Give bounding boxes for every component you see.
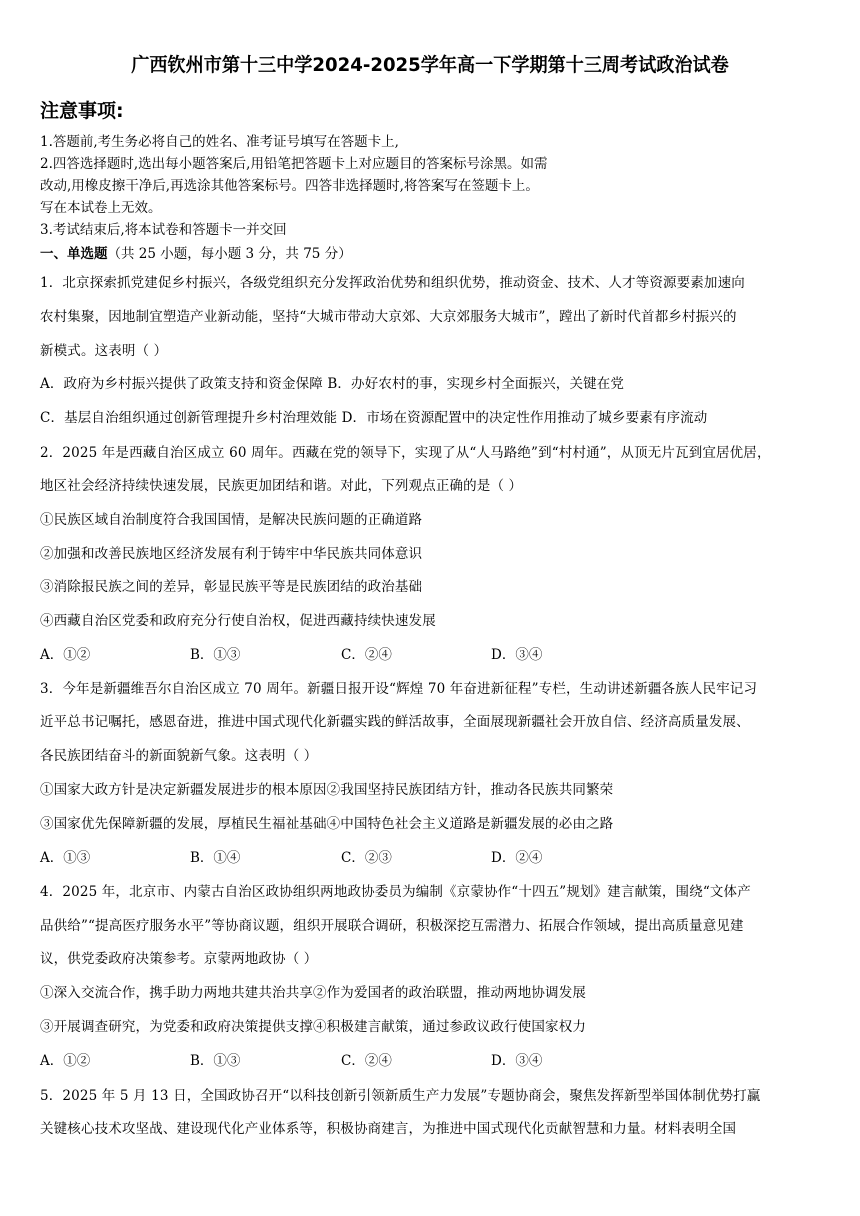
section-heading — [40, 244, 352, 264]
question-1-line: 1．北京探索抓党建促乡村振兴，各级党组织充分发挥政治优势和组织优势，推动资金、技术、人才等资源要素加速向 — [40, 275, 745, 291]
question-4-choice: C．②④ — [341, 1053, 392, 1069]
section-note: （共 25 小题，每小题 3 分，共 75 分） — [107, 246, 352, 262]
question-4-line: 议，供党委政府决策参考。京蒙两地政协（ ） — [40, 951, 318, 967]
question-1-line: 农村集聚，因地制宜塑造产业新动能，坚持“大城市带动大京郊、大京郊服务大城市”，蹚出了新时代首都乡村振兴的 — [40, 309, 737, 325]
question-3-statement: ③国家优先保障新疆的发展，厚植民生福祉基础④中国特色社会主义道路是新疆发展的必由之路 — [40, 816, 614, 832]
question-2-choice: C．②④ — [341, 647, 392, 663]
question-1-options: C．基层自治组织通过创新管理提升乡村治理效能 D．市场在资源配置中的决定性作用推动了城乡要素有序流动 — [40, 410, 708, 426]
question-2-statement: ④西藏自治区党委和政府充分行使自治权，促进西藏持续快速发展 — [40, 613, 436, 629]
question-3-line: 近平总书记嘱托，感恩奋进，推进中国式现代化新疆实践的鲜活故事，全面展现新疆社会开放自信、经济高质量发展、 — [40, 714, 750, 730]
question-4-statement: ①深入交流合作，携手助力两地共建共治共享②作为爱国者的政治联盟，推动两地协调发展 — [40, 985, 586, 1001]
section-label: 一、单选题 — [40, 246, 108, 262]
question-3-line: 各民族团结奋斗的新面貌新气象。这表明（ ） — [40, 748, 318, 764]
notice-line: 写在本试卷上无效。 — [40, 200, 162, 216]
question-2-choice: D．③④ — [491, 647, 543, 663]
question-1-line: 新模式。这表明（ ） — [40, 343, 168, 359]
notice-line: 3.考试结束后,将本试卷和答题卡一并交回 — [40, 222, 287, 238]
notice-heading: 注意事项: — [40, 100, 124, 122]
question-2-line: 地区社会经济持续快速发展，民族更加团结和谐。对此，下列观点正确的是（ ） — [40, 478, 523, 494]
question-3-choice: D．②④ — [491, 850, 543, 866]
question-2-line: 2．2025 年是西藏自治区成立 60 周年。西藏在党的领导下，实现了从“人马路绝”到“村村通”，从顶无片瓦到宜居优居， — [40, 445, 771, 461]
question-4-choice: B．①③ — [190, 1053, 241, 1069]
exam-title: 广西钦州市第十三中学2024-2025学年高一下学期第十三周考试政治试卷 — [131, 54, 729, 76]
question-5-line: 关键核心技术攻坚战、建设现代化产业体系等，积极协商建言，为推进中国式现代化贡献智慧和力量。材料表明全国 — [40, 1121, 737, 1137]
question-2-statement: ③消除报民族之间的差异，彰显民族平等是民族团结的政治基础 — [40, 579, 423, 595]
question-3-choice: A．①③ — [40, 850, 91, 866]
notice-line: 2.四答选择题时,选出每小题答案后,用铅笔把答题卡上对应题目的答案标号涂黑。如需 — [40, 156, 548, 172]
question-3-choice: C．②③ — [341, 850, 392, 866]
question-2-choice: B．①③ — [190, 647, 241, 663]
question-4-line: 品供给”“提高医疗服务水平”等协商议题，组织开展联合调研，积极深挖互需潜力、拓展合作领域，提出高质量意见建 — [40, 918, 744, 934]
question-4-choice: A．①② — [40, 1053, 91, 1069]
notice-line: 改动,用橡皮擦干净后,再选涂其他答案标号。四答非选择题时,将答案写在签题卡上。 — [40, 178, 539, 194]
notice-line: 1.答题前,考生务必将自己的姓名、准考证号填写在答题卡上, — [40, 134, 399, 150]
question-1-options: A．政府为乡村振兴提供了政策支持和资金保障 B．办好农村的事，实现乡村全面振兴，关键在党 — [40, 376, 625, 392]
question-4-line: 4．2025 年，北京市、内蒙古自治区政协组织两地政协委员为编制《京蒙协作“十四五”规划》建言献策，围绕“文体产 — [40, 884, 751, 900]
question-2-statement: ②加强和改善民族地区经济发展有利于铸牢中华民族共同体意识 — [40, 546, 423, 562]
question-4-choice: D．③④ — [491, 1053, 543, 1069]
question-3-choice: B．①④ — [190, 850, 241, 866]
question-3-line: 3．今年是新疆维吾尔自治区成立 70 周年。新疆日报开设“辉煌 70 年奋进新征程”专栏，生动讲述新疆各族人民牢记习 — [40, 681, 758, 697]
question-3-statement: ①国家大政方针是决定新疆发展进步的根本原因②我国坚持民族团结方针，推动各民族共同繁荣 — [40, 782, 614, 798]
question-2-statement: ①民族区域自治制度符合我国国情，是解决民族问题的正确道路 — [40, 512, 423, 528]
question-4-statement: ③开展调查研究，为党委和政府决策提供支撑④积极建言献策，通过参政议政行使国家权力 — [40, 1019, 586, 1035]
question-2-choice: A．①② — [40, 647, 91, 663]
question-5-line: 5．2025 年 5 月 13 日，全国政协召开“以科技创新引领新质生产力发展”专题协商会，聚焦发挥新型举国体制优势打赢 — [40, 1088, 761, 1104]
